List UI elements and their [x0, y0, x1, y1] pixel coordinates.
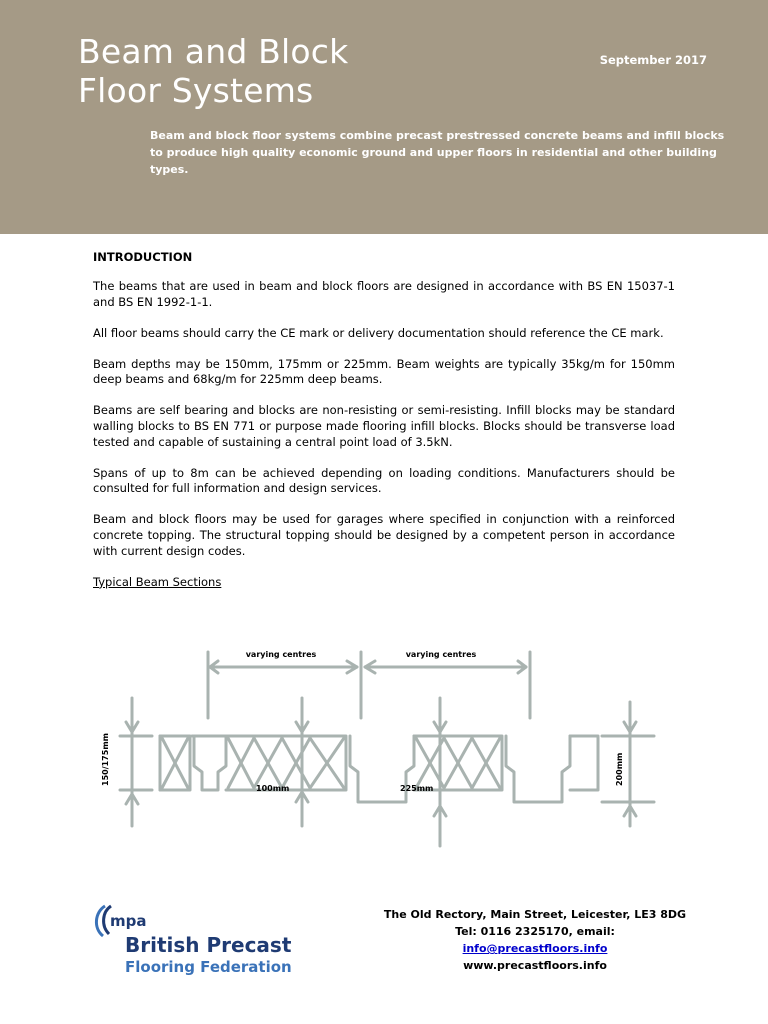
introduction-section [93, 250, 675, 589]
label-varying-centres-1: varying centres [245, 650, 317, 659]
paragraph-ce-mark: All floor beams should carry the CE mark or delivery documentation should reference the CE mark. [93, 325, 664, 340]
logo-line-1: British Precast [125, 933, 292, 957]
section-heading: INTRODUCTION [93, 250, 193, 264]
email-link[interactable]: info@precastfloors.info [462, 942, 608, 955]
header-band [0, 0, 768, 234]
paragraph-beam-depths: Beam depths may be 150mm, 175mm or 225mm. Beam weights are typically 35kg/m for 150mm deep beams and 68kg/m for 225mm deep beams. [93, 356, 675, 387]
contact-block [380, 906, 690, 974]
label-200mm: 200mm [615, 752, 624, 786]
label-100mm: 100mm [256, 784, 290, 793]
beam-sections-diagram [96, 640, 666, 860]
label-225mm: 225mm [400, 784, 434, 793]
bpff-logo [93, 902, 323, 980]
paragraph-standards: The beams that are used in beam and block floors are designed in accordance with BS EN 15037-1 and BS EN 1992-1-1. [93, 279, 675, 309]
label-varying-centres-2: varying centres [405, 650, 477, 659]
paragraph-garages: Beam and block floors may be used for garages where specified in conjunction with a reinforced concrete topping. The structural topping should be designed by a competent person in accordance with current design codes. [93, 512, 675, 558]
logo-mpa-text: mpa [110, 912, 147, 930]
website-link[interactable]: www.precastfloors.info [463, 959, 607, 972]
paragraph-blocks: Beams are self bearing and blocks are non-resisting or semi-resisting. Infill blocks may be standard walling blocks to BS EN 771 or purpose made flooring infill blocks. Blocks should be transverse load tested and capable of sustaining a central point load of 3.5kN. [93, 403, 675, 449]
title-line-1: Beam and Block [78, 32, 349, 71]
telephone-line: Tel: 0116 2325170, email: [455, 925, 615, 938]
beam-sections-heading: Typical Beam Sections [93, 574, 222, 589]
page-title [78, 32, 348, 110]
address-line: The Old Rectory, Main Street, Leicester, LE3 8DG [383, 908, 687, 921]
mpa-swoosh-icon [93, 902, 323, 980]
label-150-175mm: 150/175mm [101, 733, 110, 786]
publication-date: September 2017 [599, 53, 707, 67]
logo-line-2: Flooring Federation [125, 958, 292, 976]
paragraph-spans: Spans of up to 8m can be achieved depending on loading conditions. Manufacturers should be consulted for full information and design services. [93, 465, 675, 496]
title-line-2: Floor Systems [78, 71, 314, 110]
summary-text: Beam and block floor systems combine precast prestressed concrete beams and infill blocks to produce high quality economic ground and upper floors in residential and other building types. [150, 129, 725, 176]
